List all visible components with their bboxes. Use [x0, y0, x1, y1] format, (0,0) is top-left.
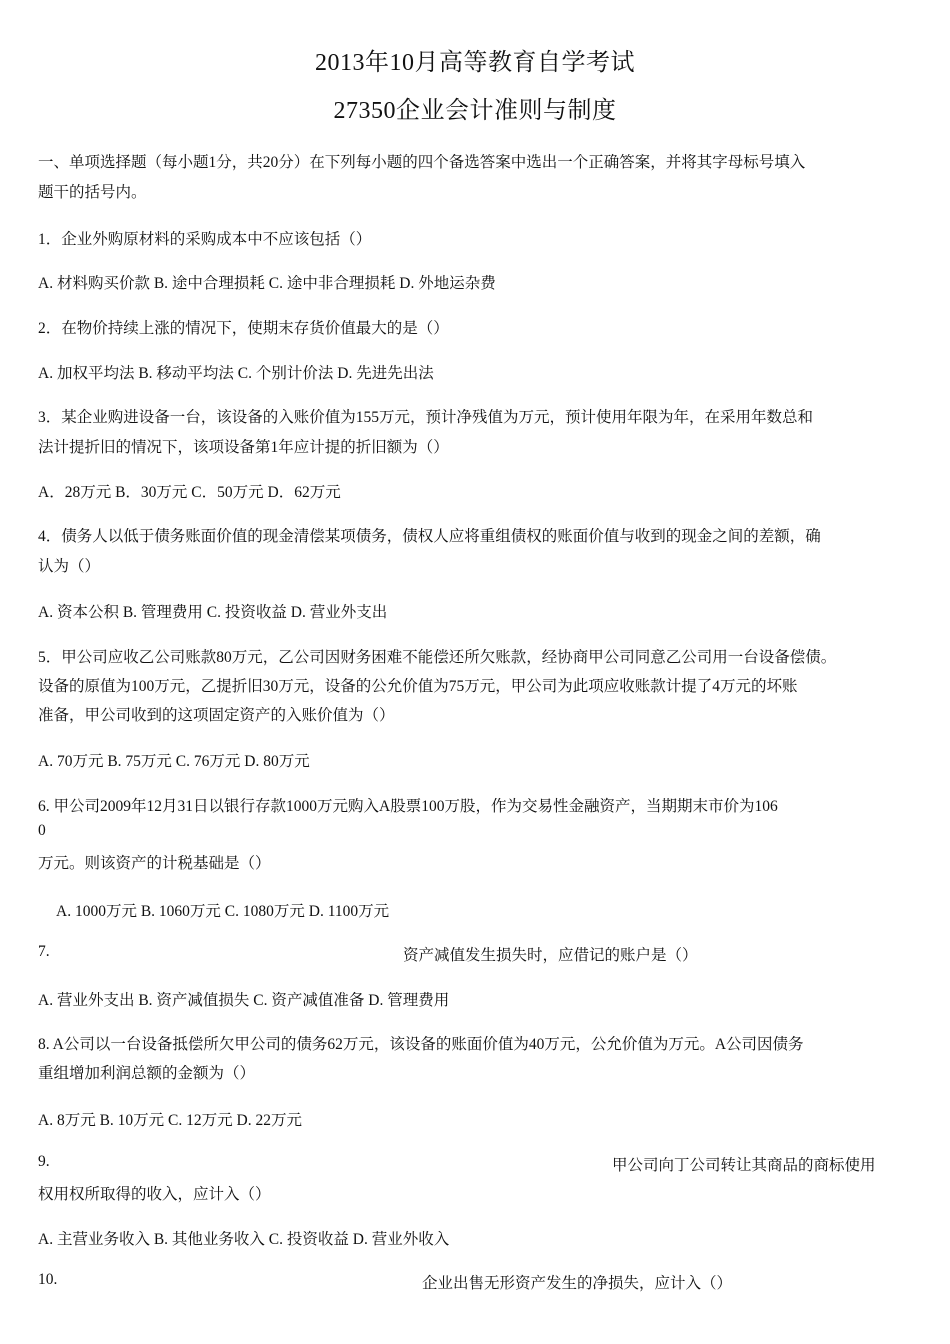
question-9-line-2: 权用权所取得的收入，应计入（） — [38, 1186, 271, 1203]
question-3-line-2: 法计提折旧的情况下，该项设备第1年应计提的折旧额为（） — [38, 439, 449, 456]
question-7: 资产减值发生损失时，应借记的账户是（） — [403, 947, 698, 964]
question-8-options: A. 8万元 B. 10万元 C. 12万元 D. 22万元 — [38, 1112, 302, 1129]
question-10: 企业出售无形资产发生的净损失，应计入（） — [422, 1275, 733, 1292]
question-3-line-1: 3．某企业购进设备一台，该设备的入账价值为155万元，预计净残值为万元，预计使用年限为年，在采用年数总和 — [38, 409, 814, 426]
question-4-line-1: 4．债务人以低于债务账面价值的现金清偿某项债务，债权人应将重组债权的账面价值与收到的现金之间的差额，确 — [38, 528, 821, 545]
question-6-line-3: 万元。则该资产的计税基础是（） — [38, 855, 271, 872]
question-6-line-2: 0 — [38, 822, 46, 839]
question-5-line-3: 准备，甲公司收到的这项固定资产的入账价值为（） — [38, 707, 395, 724]
question-7-number: 7. — [38, 943, 50, 960]
section-intro-line-2: 题干的括号内。 — [38, 184, 147, 201]
question-10-number: 10. — [38, 1271, 58, 1288]
question-5-options: A. 70万元 B. 75万元 C. 76万元 D. 80万元 — [38, 753, 310, 770]
question-9-number: 9. — [38, 1153, 50, 1170]
page-title: 2013年10月高等教育自学考试 — [315, 50, 635, 76]
question-6-options: A. 1000万元 B. 1060万元 C. 1080万元 D. 1100万元 — [56, 903, 390, 920]
question-9-line-1: 甲公司向丁公司转让其商品的商标使用 — [612, 1157, 876, 1174]
question-5-line-1: 5．甲公司应收乙公司账款80万元，乙公司因财务困难不能偿还所欠账款，经协商甲公司同意乙公司用一台设备偿债。 — [38, 649, 837, 666]
question-7-options: A. 营业外支出 B. 资产减值损失 C. 资产减值准备 D. 管理费用 — [38, 992, 450, 1009]
question-4-options: A. 资本公积 B. 管理费用 C. 投资收益 D. 营业外支出 — [38, 604, 388, 621]
question-9-options: A. 主营业务收入 B. 其他业务收入 C. 投资收益 D. 营业外收入 — [38, 1231, 450, 1248]
question-2-options: A. 加权平均法 B. 移动平均法 C. 个别计价法 D. 先进先出法 — [38, 365, 434, 382]
question-4-line-2: 认为（） — [38, 558, 101, 575]
question-1-options: A. 材料购买价款 B. 途中合理损耗 C. 途中非合理损耗 D. 外地运杂费 — [38, 275, 496, 292]
section-intro-line-1: 一、单项选择题（每小题1分，共20分）在下列每小题的四个备选答案中选出一个正确答案，并将其字母标号填入 — [38, 154, 806, 171]
question-3-options: A．28万元 B．30万元 C．50万元 D．62万元 — [38, 484, 341, 501]
question-1: 1．企业外购原材料的采购成本中不应该包括（） — [38, 231, 372, 248]
question-5-line-2: 设备的原值为100万元，乙提折旧30万元，设备的公允价值为75万元，甲公司为此项应收账款计提了4万元的坏账 — [38, 678, 798, 695]
question-8-line-2: 重组增加利润总额的金额为（） — [38, 1065, 256, 1082]
page-subtitle: 27350企业会计准则与制度 — [333, 98, 617, 124]
question-8-line-1: 8. A公司以一台设备抵偿所欠甲公司的债务62万元，该设备的账面价值为40万元，公允价值为万元。A公司因债务 — [38, 1036, 804, 1053]
question-6-line-1: 6. 甲公司2009年12月31日以银行存款1000万元购入A股票100万股，作为交易性金融资产，当期期末市价为106 — [38, 798, 778, 815]
question-2: 2．在物价持续上涨的情况下，使期末存货价值最大的是（） — [38, 320, 449, 337]
